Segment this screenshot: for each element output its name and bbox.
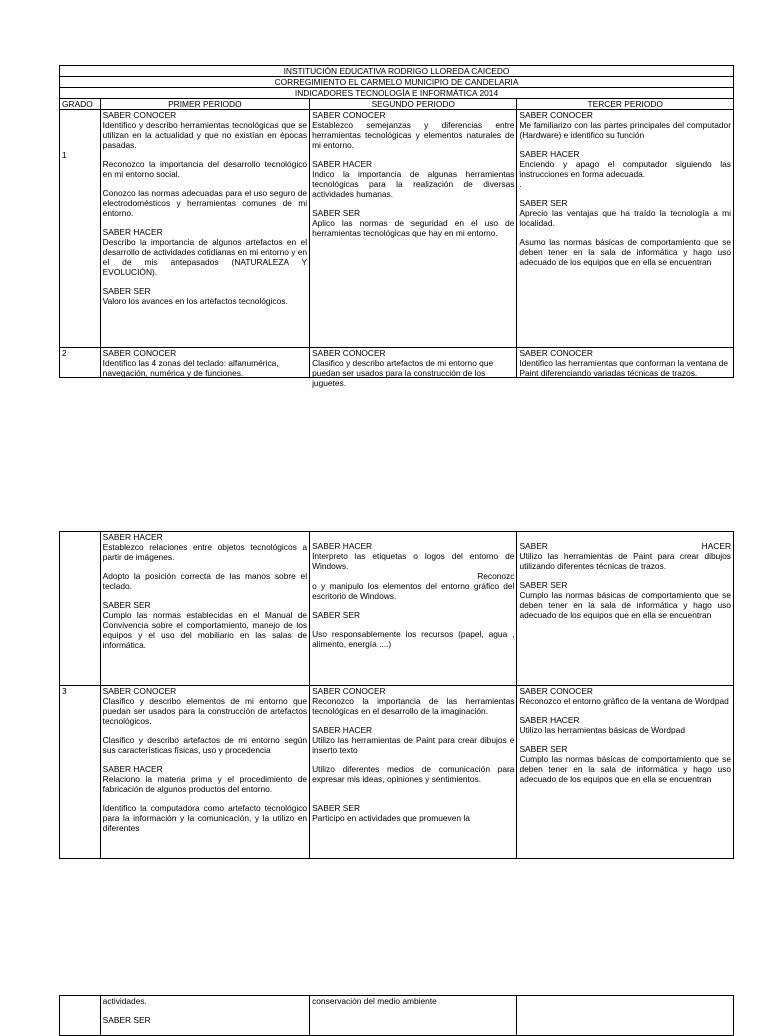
indicator-text: actividades.: [102, 996, 147, 1006]
indicator-cell-p1: [100, 996, 309, 1036]
section-title: SABER SER: [312, 803, 361, 813]
table-row-grado-3: [60, 686, 734, 859]
indicator-text: Adopto la posición correcta de las manos sobre el teclado.: [102, 571, 308, 591]
indicator-text: Clasifico y describo artefactos de mi entorno según sus características físicas, uso y procedencia: [102, 735, 308, 755]
section-title: SABER SER: [519, 744, 568, 754]
indicator-text: Establezco relaciones entre objetos tecnológicos a partir de imágenes.: [102, 542, 308, 562]
section-title: SABER HACER: [312, 541, 373, 551]
indicators-table-page-2: [59, 531, 734, 859]
section-title: SABER HACER: [102, 532, 163, 542]
section-title: HACER: [701, 541, 731, 551]
indicator-cell-p3: [517, 686, 734, 859]
grade-number: 1: [62, 150, 67, 160]
document-title: INDICADORES TECNOLOGÍA E INFORMÁTICA 2014: [60, 88, 734, 99]
indicator-text: o y manipulo los elementos del entorno gráfico del escritorio de Windows.: [312, 581, 515, 601]
column-header-segundo-periodo: SEGUNDO PERIODO: [310, 99, 517, 110]
indicator-cell-p3: [517, 110, 734, 348]
indicator-text: conservación del medio ambiente: [312, 996, 437, 1006]
section-title: SABER CONOCER: [519, 686, 593, 696]
indicator-text: Reconozco la importancia del desarrollo tecnológico en mi entorno social.: [102, 159, 308, 179]
column-header-tercer-periodo: TERCER PERIODO: [517, 99, 734, 110]
indicator-text: Aprecio las ventajas que ha traído la tecnología a mi localidad.: [519, 208, 731, 228]
indicator-text: Asumo las normas básicas de comportamiento que se deben tener en la sala de informática y hago uso adecuado de los equipos que en ella se encuentran: [519, 237, 731, 267]
column-header-grado: GRADO: [60, 99, 101, 110]
indicator-cell-p2: [310, 348, 517, 388]
indicator-cell-p1: [100, 348, 309, 378]
indicator-text: Conozco las normas adecuadas para el uso seguro de electrodomésticos y herramientas comunes de mi entorno.: [102, 188, 308, 218]
grade-cell: [60, 686, 101, 859]
section-title: SABER HACER: [312, 725, 373, 735]
section-title: SABER HACER: [312, 159, 373, 169]
indicator-text: Relaciono la materia prima y el procedimiento de fabricación de algunos productos del entorno.: [102, 774, 308, 794]
section-title: SABER SER: [102, 286, 151, 296]
indicator-cell-p2: [310, 532, 517, 686]
indicator-cell-p1: [100, 686, 309, 859]
indicator-text: Identifico y describo herramientas tecnológicas que se utilizan en la actualidad y que no existían en épocas pasadas.: [102, 120, 308, 150]
table-row-grado-2: [60, 348, 734, 378]
grade-cell: [60, 348, 101, 378]
indicator-cell-p2: [310, 686, 517, 859]
indicator-text: Utilizo las herramientas básicas de Wordpad: [519, 725, 685, 735]
section-title: SABER SER: [519, 198, 568, 208]
grade-cell: [60, 532, 101, 686]
section-title: SABER CONOCER: [312, 686, 386, 696]
indicator-text: Identifico la computadora como artefacto tecnológico para la información y la comunicación, y la utilizo en diferentes: [102, 803, 308, 833]
section-title: SABER SER: [102, 600, 151, 610]
indicator-text: Clasifico y describo elementos de mi entorno que puedan ser usados para la construcción de artefactos tecnológicos.: [102, 696, 308, 726]
indicator-cell-p3: [517, 348, 734, 378]
indicator-text: Reconozco el entorno gráfico de la ventana de Wordpad: [519, 696, 729, 706]
table-row-grado-1: [60, 110, 734, 348]
section-title: SABER SER: [312, 610, 361, 620]
section-title: SABER CONOCER: [312, 348, 386, 358]
grade-cell: [60, 110, 101, 348]
indicators-table-page-1: [59, 65, 734, 388]
school-location: CORREGIMIENTO EL CARMELO MUNICIPIO DE CANDELARIA: [60, 77, 734, 88]
indicator-cell-p2: [310, 110, 517, 348]
section-title: SABER CONOCER: [312, 110, 386, 120]
indicator-text: Identifico las 4 zonas del teclado: alfanumérica, navegación, numérica y de funciones.: [102, 358, 279, 378]
section-title: SABER CONOCER: [519, 348, 593, 358]
section-title: SABER: [519, 541, 548, 551]
grade-cell: [60, 996, 101, 1036]
indicator-text: Participo en actividades que promueven la: [312, 813, 470, 823]
indicator-text: Utilizo diferentes medios de comunicación para expresar mis ideas, opiniones y sentimientos.: [312, 764, 515, 784]
section-title: SABER CONOCER: [519, 110, 593, 120]
indicator-text: Indico la importancia de algunas herramientas tecnológicas para la realización de diversas actividades humanas.: [312, 169, 515, 199]
indicator-text: Aplico las normas de seguridad en el uso de herramientas tecnológicas que hay en mi entorno.: [312, 218, 515, 238]
indicator-text: Uso responsablemente los recursos (papel, agua , alimento, energía ....): [312, 629, 515, 649]
section-title: SABER SER: [519, 580, 568, 590]
section-title: SABER HACER: [519, 149, 580, 159]
indicator-text: Utilizo las herramientas de Paint para crear dibujos utilizando diferentes técnicas de trazos.: [519, 551, 731, 571]
indicator-text: Enciendo y apago el computador siguiendo las instrucciones en forma adecuada. .: [519, 159, 731, 189]
section-title: SABER CONOCER: [102, 110, 177, 120]
grade-number: 3: [62, 686, 67, 696]
indicator-text: Reconozc: [477, 571, 515, 581]
indicator-text: Valoro los avances en los artefactos tecnológicos.: [102, 296, 288, 306]
section-title: SABER HACER: [102, 227, 163, 237]
indicator-text: Cumplo las normas básicas de comportamiento que se deben tener en la sala de informática y hago uso adecuado de los equipos que en ella se encuentran: [519, 590, 731, 620]
section-title: SABER SER: [102, 1015, 151, 1025]
section-title: SABER CONOCER: [102, 348, 177, 358]
indicator-cell-p1: [100, 532, 309, 686]
section-title: SABER HACER: [519, 715, 580, 725]
indicator-text: Identifico las herramientas que conforman la ventana de Paint diferenciando variadas técnicas de trazos.: [519, 358, 728, 378]
indicators-table-page-3: [59, 995, 734, 1036]
column-header-primer-periodo: PRIMER PERIODO: [100, 99, 309, 110]
section-title: SABER SER: [312, 208, 361, 218]
indicator-cell-p3: [517, 996, 734, 1036]
indicator-text: Cumplo las normas básicas de comportamiento que se deben tener en la sala de informática y hago uso adecuado de los equipos que en ella se encuentran: [519, 754, 731, 784]
school-name: INSTITUCIÓN EDUCATIVA RODRIGO LLOREDA CAICEDO: [60, 66, 734, 77]
indicator-text: Describo la importancia de algunos artefactos en el desarrollo de actividades cotidianas en mi entorno y en el de mis antepasados (NATURALEZA Y EVOLUCIÓN).: [102, 237, 308, 277]
section-title: SABER CONOCER: [102, 686, 177, 696]
table-row-grado-2-continued: [60, 532, 734, 686]
indicator-text: Reconozco la importancia de las herramientas tecnológicas en el desarrollo de la imaginación.: [312, 696, 515, 716]
indicator-cell-p1: [100, 110, 309, 348]
section-title: SABER HACER: [102, 764, 163, 774]
indicator-text: Interpreto las etiquetas o logos del entorno de Windows.: [312, 551, 515, 571]
indicator-text: Utilizo las herramientas de Paint para crear dibujos e inserto texto: [312, 735, 515, 755]
indicator-text: Me familiarizo con las partes principales del computador (Hardware) e identifico su función: [519, 120, 731, 140]
indicator-text: Clasifico y describo artefactos de mi entorno que puedan ser usados para la construcción de los juguetes.: [312, 358, 494, 388]
table-row-grado-3-continued: [60, 996, 734, 1036]
indicator-cell-p2: [310, 996, 517, 1036]
indicator-text: Cumplo las normas establecidas en el Manual de Convivencia sobre el comportamiento, manejo de los equipos y el uso del mobiliario en las salas de informática.: [102, 610, 308, 650]
grade-number: 2: [62, 348, 67, 358]
indicator-text: Establezco semejanzas y diferencias entre herramientas tecnológicas y elementos naturales de mi entorno.: [312, 120, 515, 150]
indicator-cell-p3: [517, 532, 734, 686]
